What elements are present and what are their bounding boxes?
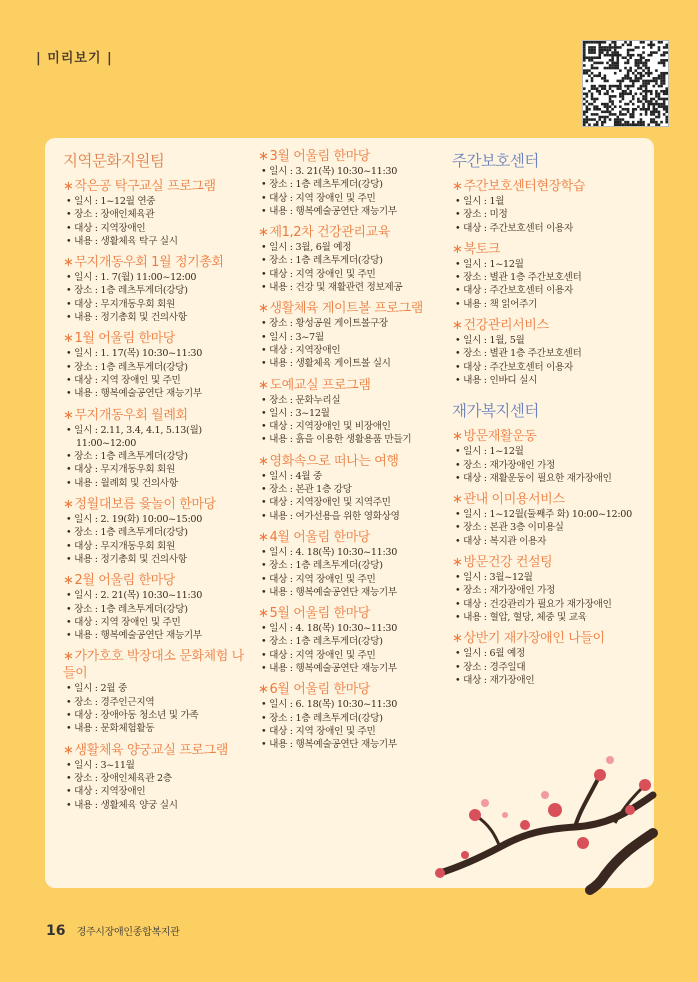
asterisk-icon: ∗ [452, 429, 463, 445]
detail-item: • 내용 : 인바디 실시 [455, 374, 652, 387]
program-section [258, 377, 453, 447]
detail-item: • 장소 : 장애인체육관 2층 [66, 772, 253, 785]
program-title-text: 주간보호센터현장학습 [463, 179, 586, 194]
detail-item: • 장소 : 경주인근지역 [66, 696, 253, 709]
program-title-text: 2월 어울림 한마당 [74, 573, 175, 589]
detail-item: • 대상 : 무지개동우회 회원 [66, 298, 253, 311]
detail-item: • 내용 : 행복예술공연단 재능기부 [261, 586, 453, 599]
detail-item: • 일시 : 1~12월 [455, 445, 652, 458]
program-title [63, 648, 253, 682]
asterisk-icon: ∗ [452, 555, 463, 571]
program-title [258, 377, 453, 394]
detail-item: • 일시 : 4. 18(목) 10:30~11:30 [261, 622, 453, 635]
program-title-text: 건강관리서비스 [463, 318, 549, 334]
detail-item: • 일시 : 1월 [455, 195, 652, 208]
program-details [452, 571, 652, 624]
detail-item: • 대상 : 지역 장애인 및 주민 [261, 649, 453, 662]
program-title [258, 453, 453, 470]
program-section [63, 254, 253, 324]
program-title [452, 554, 652, 571]
detail-item: • 대상 : 복지관 이용자 [455, 535, 652, 548]
detail-item: • 내용 : 행복예술공연단 재능기부 [261, 738, 453, 751]
program-title [452, 241, 652, 258]
program-title [452, 317, 652, 334]
asterisk-icon: ∗ [258, 225, 269, 241]
detail-item: • 대상 : 재활운동이 필요한 재가장애인 [455, 472, 652, 485]
schedule-panel [45, 138, 654, 888]
program-title-text: 4월 어울림 한마당 [269, 529, 370, 545]
program-title-text: 북토크 [463, 241, 500, 257]
program-title [63, 330, 253, 347]
detail-item: • 내용 : 행복예술공연단 재능기부 [66, 387, 253, 400]
detail-item: • 대상 : 지역장애인 및 비장애인 [261, 420, 453, 433]
detail-item: • 일시 : 4월 중 [261, 470, 453, 483]
detail-item: • 내용 : 정기총회 및 건의사항 [66, 553, 253, 566]
detail-item: • 대상 : 지역 장애인 및 주민 [261, 725, 453, 738]
detail-item: • 내용 : 건강 및 재활관련 정보제공 [261, 281, 453, 294]
program-title [63, 572, 253, 589]
program-title-text: 생활체육 게이트볼 프로그램 [269, 301, 423, 317]
dept-heading: 지역문화지원팀 [63, 152, 165, 170]
program-section [452, 630, 652, 687]
program-title [63, 496, 253, 513]
detail-item: • 내용 : 행복예술공연단 재능기부 [261, 662, 453, 675]
program-section [452, 428, 652, 485]
detail-item: • 장소 : 본관 3층 이미용실 [455, 521, 652, 534]
qr-code-icon[interactable] [582, 40, 669, 127]
detail-item: • 장소 : 1층 레츠투게더(강당) [66, 361, 253, 374]
detail-item: • 대상 : 지역장애인 [261, 344, 453, 357]
program-section [63, 648, 253, 735]
detail-item: • 대상 : 건강관리가 필요가 재가장애인 [455, 598, 652, 611]
detail-item: • 대상 : 지역장애인 및 지역주민 [261, 496, 453, 509]
asterisk-icon: ∗ [452, 179, 463, 194]
detail-item: • 내용 : 문화체험활동 [66, 722, 253, 735]
detail-item: • 일시 : 1~12월 [455, 258, 652, 271]
detail-item: • 일시 : 3~11월 [66, 759, 253, 772]
program-section [63, 496, 253, 566]
detail-item: • 대상 : 지역 장애인 및 주민 [261, 192, 453, 205]
asterisk-icon: ∗ [258, 529, 269, 545]
asterisk-icon: ∗ [258, 606, 269, 622]
asterisk-icon: ∗ [63, 331, 74, 347]
program-section [452, 241, 652, 311]
detail-item: • 장소 : 별관 1층 주간보호센터 [455, 271, 652, 284]
program-section [63, 742, 253, 812]
program-section [63, 572, 253, 642]
asterisk-icon: ∗ [452, 631, 463, 647]
detail-item: • 내용 : 생활체육 양궁 실시 [66, 799, 253, 812]
detail-item: • 장소 : 장애인체육관 [66, 208, 253, 221]
asterisk-icon: ∗ [258, 149, 269, 164]
detail-item: • 장소 : 별관 1층 주간보호센터 [455, 347, 652, 360]
program-title [63, 178, 253, 195]
detail-item: • 일시 : 1. 17(목) 10:30~11:30 [66, 347, 253, 360]
program-details [452, 445, 652, 485]
detail-item: • 대상 : 지역 장애인 및 주민 [66, 374, 253, 387]
detail-item: • 일시 : 6월 예정 [455, 647, 652, 660]
program-title-text: 1월 어울림 한마당 [74, 331, 175, 347]
program-title [258, 605, 453, 622]
program-title-text: 무지개동우회 1월 정기총회 [74, 255, 224, 271]
program-details [258, 470, 453, 523]
detail-item: • 장소 : 미정 [455, 208, 652, 221]
program-details [258, 698, 453, 751]
program-title [452, 630, 652, 647]
program-title [258, 300, 453, 317]
program-section [63, 330, 253, 400]
page-footer [46, 920, 180, 939]
program-title [258, 681, 453, 698]
detail-item: • 대상 : 주간보호센터 이용자 [455, 284, 652, 297]
asterisk-icon: ∗ [258, 301, 269, 317]
program-details [452, 508, 652, 548]
detail-item: • 내용 : 책 읽어주기 [455, 298, 652, 311]
detail-item: • 대상 : 장애아동 청소년 및 가족 [66, 709, 253, 722]
dept-heading-daycare: 주간보호센터 [452, 152, 539, 170]
column-community-culture-cont [258, 148, 453, 758]
program-section [258, 300, 453, 370]
asterisk-icon: ∗ [63, 649, 74, 665]
detail-item: • 대상 : 재가장애인 [455, 674, 652, 687]
program-title [258, 529, 453, 546]
program-title [452, 491, 652, 508]
asterisk-icon: ∗ [452, 318, 463, 334]
program-title-text: 무지개동우회 월례회 [74, 407, 188, 423]
program-title-text: 6월 어울림 한마당 [269, 682, 370, 698]
program-details [258, 622, 453, 675]
asterisk-icon: ∗ [63, 497, 74, 513]
detail-item: • 장소 : 1층 레츠투게더(강당) [261, 559, 453, 572]
program-title [63, 742, 253, 759]
detail-item: • 장소 : 1층 레츠투게더(강당) [261, 254, 453, 267]
program-title-text: 영화속으로 떠나는 여행 [269, 453, 399, 469]
detail-item: • 대상 : 주간보호센터 이용자 [455, 361, 652, 374]
asterisk-icon: ∗ [63, 742, 74, 758]
detail-item: • 일시 : 2. 21(목) 10:30~11:30 [66, 589, 253, 602]
detail-item: • 대상 : 무지개동우회 회원 [66, 463, 253, 476]
program-section [258, 605, 453, 675]
detail-item: • 대상 : 지역장애인 [66, 785, 253, 798]
detail-item: • 장소 : 본관 1층 강당 [261, 483, 453, 496]
program-section [452, 317, 652, 387]
asterisk-icon: ∗ [452, 492, 463, 508]
detail-item: • 일시 : 2월 중 [66, 682, 253, 695]
program-title-text: 방문재활운동 [463, 429, 537, 445]
detail-item: • 장소 : 1층 레츠투게더(강당) [261, 178, 453, 191]
program-details [258, 241, 453, 294]
detail-item: • 내용 : 정기총회 및 건의사항 [66, 311, 253, 324]
detail-item: • 장소 : 1층 레츠투게더(강당) [66, 450, 253, 463]
detail-item: • 장소 : 1층 레츠투게더(강당) [261, 712, 453, 725]
program-section [258, 148, 453, 218]
detail-item: • 내용 : 행복예술공연단 재능기부 [261, 205, 453, 218]
program-details [63, 759, 253, 812]
program-title [258, 224, 453, 241]
detail-item: • 내용 : 행복예술공연단 재능기부 [66, 629, 253, 642]
asterisk-icon: ∗ [63, 573, 74, 589]
program-section [63, 178, 253, 248]
program-section [63, 407, 253, 490]
asterisk-icon: ∗ [258, 453, 269, 469]
detail-item: • 장소 : 1층 레츠투게더(강당) [66, 284, 253, 297]
program-section [452, 491, 652, 548]
program-title-text: 방문건강 컨설팅 [463, 555, 553, 571]
program-title [452, 178, 652, 195]
detail-item: • 내용 : 생활체육 탁구 실시 [66, 235, 253, 248]
detail-item: • 일시 : 2.11, 3.4, 4.1, 5.13(월) 11:00~12:00 [66, 424, 253, 451]
detail-item: • 대상 : 주간보호센터 이용자 [455, 222, 652, 235]
detail-item: • 대상 : 지역 장애인 및 주민 [261, 268, 453, 281]
detail-item: • 대상 : 무지개동우회 회원 [66, 540, 253, 553]
program-title-text: 5월 어울림 한마당 [269, 606, 370, 622]
detail-item: • 일시 : 1월, 5월 [455, 334, 652, 347]
program-title-text: 가가호호 박장대소 문화체험 나들이 [63, 649, 244, 682]
detail-item: • 일시 : 3월~12월 [455, 571, 652, 584]
program-title-text: 3월 어울림 한마당 [269, 149, 370, 164]
program-title-text: 생활체육 양궁교실 프로그램 [74, 742, 228, 758]
program-details [63, 195, 253, 248]
detail-item: • 내용 : 월례회 및 건의사항 [66, 477, 253, 490]
detail-item: • 일시 : 3월, 6월 예정 [261, 241, 453, 254]
detail-item: • 장소 : 1층 레츠투게더(강당) [66, 526, 253, 539]
detail-item: • 대상 : 지역장애인 [66, 222, 253, 235]
program-details [452, 195, 652, 235]
program-title [452, 428, 652, 445]
program-details [63, 682, 253, 735]
asterisk-icon: ∗ [258, 377, 269, 393]
program-details [452, 647, 652, 687]
program-details [63, 513, 253, 566]
program-section [258, 453, 453, 523]
page-number: 16 [46, 923, 66, 939]
dept-heading-homecare: 재가복지센터 [452, 402, 539, 421]
detail-item: • 대상 : 지역 장애인 및 주민 [66, 616, 253, 629]
program-section [258, 224, 453, 294]
program-section [452, 178, 652, 235]
detail-item: • 일시 : 3~12월 [261, 407, 453, 420]
program-details [258, 394, 453, 447]
program-section [452, 554, 652, 624]
program-title-text: 상반기 재가장애인 나들이 [463, 631, 605, 647]
detail-item: • 장소 : 문화누리실 [261, 394, 453, 407]
asterisk-icon: ∗ [63, 407, 74, 423]
plum-blossom-branch-icon [405, 755, 655, 890]
detail-item: • 일시 : 1. 7(월) 11:00~12:00 [66, 271, 253, 284]
program-title-text: 제1,2차 건강관리교육 [269, 225, 390, 241]
publisher-name: 경주시장애인종합복지관 [76, 927, 180, 938]
column-community-culture [63, 148, 253, 818]
column-care-centers [452, 148, 652, 693]
program-title [63, 407, 253, 424]
asterisk-icon: ∗ [258, 682, 269, 698]
program-details [452, 334, 652, 387]
program-details [258, 317, 453, 370]
program-details [63, 347, 253, 400]
program-details [258, 546, 453, 599]
detail-item: • 일시 : 4. 18(목) 10:30~11:30 [261, 546, 453, 559]
detail-item: • 내용 : 생활체육 게이트볼 실시 [261, 357, 453, 370]
detail-item: • 일시 : 1~12월 연중 [66, 195, 253, 208]
program-title-text: 작은공 탁구교실 프로그램 [74, 179, 216, 194]
detail-item: • 내용 : 흙을 이용한 생활용품 만들기 [261, 433, 453, 446]
asterisk-icon: ∗ [452, 241, 463, 257]
program-title-text: 관내 이미용서비스 [463, 492, 565, 508]
program-title-text: 도예교실 프로그램 [269, 377, 371, 393]
program-details [63, 589, 253, 642]
detail-item: • 대상 : 지역 장애인 및 주민 [261, 573, 453, 586]
program-details [63, 424, 253, 490]
detail-item: • 일시 : 1~12월(둘째주 화) 10:00~12:00 [455, 508, 652, 521]
asterisk-icon: ∗ [63, 255, 74, 271]
detail-item: • 내용 : 혈압, 혈당, 체중 및 교육 [455, 611, 652, 624]
section-label: | 미리보기 | [36, 51, 113, 66]
detail-item: • 장소 : 재가장애인 가정 [455, 584, 652, 597]
program-details [452, 258, 652, 311]
detail-item: • 일시 : 2. 19(화) 10:00~15:00 [66, 513, 253, 526]
program-details [63, 271, 253, 324]
program-section [258, 681, 453, 751]
detail-item: • 장소 : 재가장애인 가정 [455, 459, 652, 472]
program-section [258, 529, 453, 599]
program-details [258, 165, 453, 218]
detail-item: • 장소 : 1층 레츠투게더(강당) [66, 603, 253, 616]
detail-item: • 장소 : 황성공원 게이트볼구장 [261, 317, 453, 330]
detail-item: • 일시 : 3. 21(목) 10:30~11:30 [261, 165, 453, 178]
program-title [63, 254, 253, 271]
detail-item: • 일시 : 6. 18(목) 10:30~11:30 [261, 698, 453, 711]
asterisk-icon: ∗ [63, 179, 74, 194]
program-title [258, 148, 453, 165]
program-title-text: 정월대보름 윷놀이 한마당 [74, 497, 216, 513]
detail-item: • 장소 : 1층 레츠투게더(강당) [261, 635, 453, 648]
detail-item: • 장소 : 경주일대 [455, 661, 652, 674]
detail-item: • 일시 : 3~7월 [261, 331, 453, 344]
detail-item: • 내용 : 여가선용을 위한 영화상영 [261, 510, 453, 523]
